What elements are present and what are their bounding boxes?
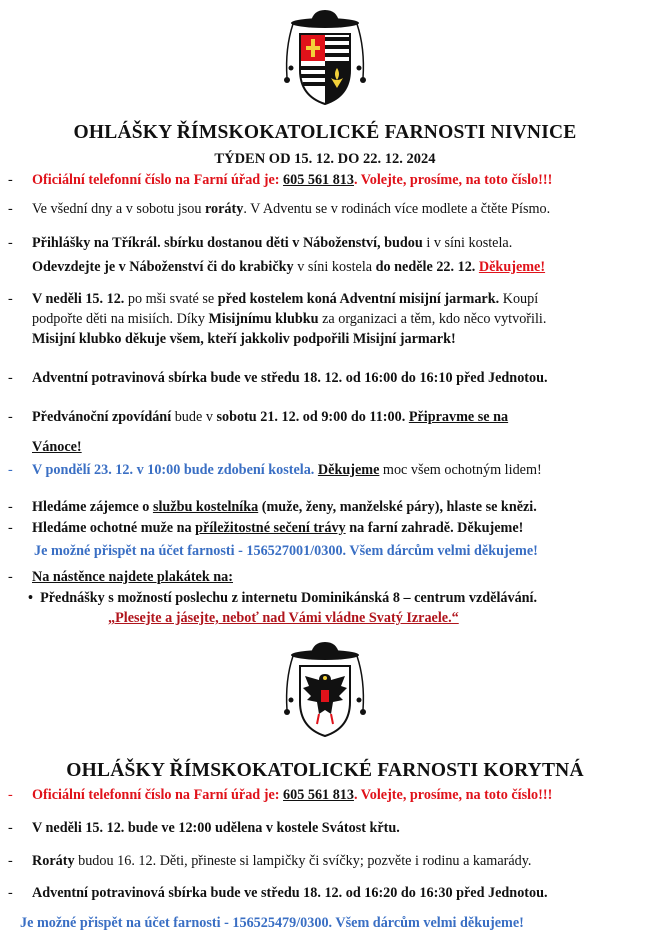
account-korytna: Je možné přispět na účet farnosti - 156525479/0300. Všem dárcům velmi děkujeme! [20, 915, 524, 931]
jarmark-line3: Misijní klubko děkuje všem, kteří jakkoliv podpořili Misijní jarmark! [32, 331, 456, 347]
dash-marker: - [8, 201, 13, 217]
zdobeni-text: moc všem ochotným lidem! [379, 462, 542, 478]
phone-text-end: . Volejte, prosíme, na toto číslo!!! [353, 172, 553, 188]
trava-task: příležitostné sečení trávy [195, 520, 346, 536]
dash-marker: - [8, 462, 13, 478]
dash-marker: - [8, 172, 13, 188]
announcement-korytna-rorate [8, 851, 644, 872]
zdobeni-thanks: Děkujeme [317, 462, 380, 478]
dash-marker: - [8, 787, 13, 803]
rorate-text: budou 16. 12. Děti, přineste si lampičky či svíčky; pozvěte i rodinu a kamarády. [74, 853, 532, 869]
phone-number[interactable]: 605 561 813 [283, 172, 354, 188]
zpovidani-bold: Předvánoční zpovídání [32, 409, 172, 425]
trikral-line2: v síni kostela [293, 259, 376, 275]
prednasky-item [28, 590, 537, 607]
announcement-zdobeni [8, 460, 644, 481]
announcement-trikral [8, 231, 644, 279]
jarmark-bold: před kostelem koná Adventní misijní jarmark. [217, 291, 500, 307]
announcement-potraviny [8, 368, 644, 389]
parish-title-korytna: OHLÁŠKY ŘÍMSKOKATOLICKÉ FARNOSTI KORYTNÁ [66, 760, 584, 781]
potraviny-text: Adventní potravinová sbírka bude ve středu 18. 12. od 16:00 do 16:10 před Jednotou. [32, 370, 548, 386]
announcement-jarmark [8, 289, 644, 349]
account-nivnice: Je možné přispět na účet farnosti - 156527001/0300. Všem dárcům velmi děkujeme! [34, 543, 538, 559]
phone-text-end: . Volejte, prosíme, na toto číslo!!! [353, 787, 553, 803]
parish-title-nivnice: OHLÁŠKY ŘÍMSKOKATOLICKÉ FARNOSTI NIVNICE [73, 122, 577, 143]
quote: „Plesejte a jásejte, neboť nad Vámi vládne Svatý Izraele.“ [108, 610, 459, 626]
trikral-line1: i v síni kostela. [422, 235, 513, 251]
announcement-phone [8, 170, 644, 191]
dash-marker: - [8, 291, 13, 307]
jarmark-text2: Koupí [499, 291, 539, 307]
jarmark-klubko: Misijnímu klubku [208, 311, 319, 327]
kostelnik-text-end: (muže, ženy, manželské páry), hlaste se knězi. [258, 499, 537, 515]
announcement-trava [8, 518, 644, 539]
jarmark-line2-end: za organizaci a těm, kdo něco vytvořili. [318, 311, 547, 327]
potraviny-text: Adventní potravinová sbírka bude ve středu 18. 12. od 16:20 do 16:30 před Jednotou. [32, 885, 548, 901]
trikral-deadline: do neděle 22. 12. [375, 259, 476, 275]
coat-of-arms-nivnice-icon [275, 8, 375, 113]
dash-marker: - [8, 409, 13, 425]
dash-marker: - [8, 235, 13, 251]
dash-marker: - [8, 370, 13, 386]
phone-text: Oficiální telefonní číslo na Farní úřad je: [32, 787, 284, 803]
trava-text-end: na farní zahradě. Děkujeme! [345, 520, 524, 536]
bullet-marker: • [28, 590, 33, 606]
dash-marker: - [8, 499, 13, 515]
dash-marker: - [8, 853, 13, 869]
prednasky-text: Přednášky s možností poslechu z internetu Dominikánská 8 – centrum vzdělávání. [40, 590, 538, 606]
kostelnik-service: službu kostelníka [152, 499, 259, 515]
announcement-nastenka [8, 567, 644, 588]
krest-text: V neděli 15. 12. bude ve 12:00 udělena v kostele Svátost křtu. [32, 820, 400, 836]
coat-of-arms-korytna-icon [275, 640, 375, 745]
jarmark-line2: podpořte děti na misiích. Díky [32, 311, 209, 327]
rorate-bold: Roráty [32, 853, 75, 869]
announcement-kostelnik [8, 497, 644, 518]
trikral-thanks: Děkujeme! [478, 259, 546, 275]
announcement-rorate [8, 199, 644, 220]
phone-number[interactable]: 605 561 813 [283, 787, 354, 803]
announcement-korytna-phone [8, 785, 644, 806]
rorate-text: Ve všední dny a v sobotu jsou [32, 201, 205, 217]
kostelnik-text: Hledáme zájemce o [32, 499, 153, 515]
dash-marker: - [8, 885, 13, 901]
rorate-bold: roráty [205, 201, 244, 217]
dash-marker: - [8, 520, 13, 536]
zpovidani-date: sobotu 21. 12. od 9:00 do 11:00. [216, 409, 406, 425]
jarmark-date: V neděli 15. 12. [32, 291, 125, 307]
zpovidani-text: bude v [171, 409, 217, 425]
rorate-text-end: . V Adventu se v rodinách více modlete a čtěte Písmo. [243, 201, 551, 217]
nastenka-text: Na nástěnce najdete plakátek na: [32, 569, 233, 585]
jarmark-text: po mši svaté se [124, 291, 218, 307]
phone-text: Oficiální telefonní číslo na Farní úřad je: [32, 172, 284, 188]
zpovidani-call: Připravme se na [408, 409, 509, 425]
trikral-line1-bold: Přihlášky na Tříkrál. sbírku dostanou děti v Náboženství, budou [32, 235, 423, 251]
week-range: TÝDEN OD 15. 12. DO 22. 12. 2024 [214, 151, 436, 167]
trikral-line2-bold: Odevzdejte je v Náboženství či do krabičky [32, 259, 294, 275]
dash-marker: - [8, 820, 13, 836]
zdobeni-bold: V pondělí 23. 12. v 10:00 bude zdobení kostela. [32, 462, 318, 478]
zpovidani-vanoce: Vánoce! [32, 439, 82, 455]
trava-text: Hledáme ochotné muže na [32, 520, 196, 536]
announcement-korytna-krest [8, 818, 644, 839]
announcement-zpovidani [8, 402, 644, 462]
dash-marker: - [8, 569, 13, 585]
announcement-korytna-potraviny [8, 883, 644, 904]
